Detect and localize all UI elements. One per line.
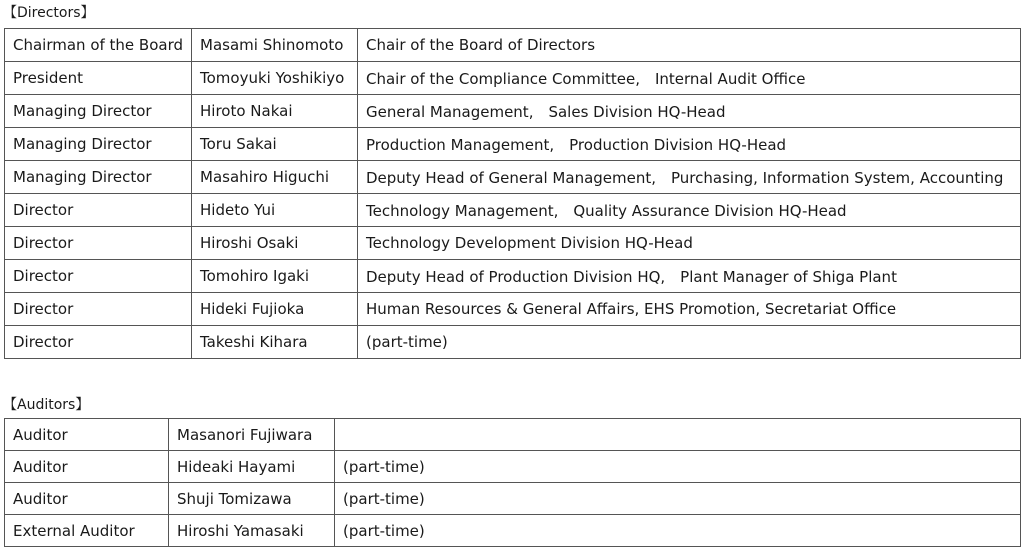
position-cell: Managing Director	[5, 95, 192, 128]
table-row	[5, 515, 1021, 547]
position-cell: Director	[5, 227, 192, 260]
table-row	[5, 293, 1021, 326]
responsibility-cell: (part-time)	[358, 326, 1021, 359]
table-row	[5, 161, 1021, 194]
responsibility-cell: General Management, Sales Division HQ-Head	[358, 95, 1021, 128]
responsibility-cell: Technology Management, Quality Assurance Division HQ-Head	[358, 194, 1021, 227]
name-cell: Takeshi Kihara	[192, 326, 358, 359]
table-row	[5, 326, 1021, 359]
table-row	[5, 419, 1021, 451]
responsibility-cell: (part-time)	[335, 451, 1021, 483]
responsibility-cell: (part-time)	[335, 515, 1021, 547]
name-cell: Toru Sakai	[192, 128, 358, 161]
position-cell: President	[5, 62, 192, 95]
table-row	[5, 29, 1021, 62]
table-row	[5, 483, 1021, 515]
name-cell: Hiroshi Yamasaki	[169, 515, 335, 547]
position-cell: Chairman of the Board	[5, 29, 192, 62]
responsibility-cell	[335, 419, 1021, 451]
name-cell: Tomohiro Igaki	[192, 260, 358, 293]
responsibility-cell: Deputy Head of General Management, Purchasing, Information System, Accounting	[358, 161, 1021, 194]
table-row	[5, 194, 1021, 227]
table-row	[5, 260, 1021, 293]
name-cell: Masanori Fujiwara	[169, 419, 335, 451]
auditors-table	[4, 418, 1021, 547]
directors-table	[4, 28, 1021, 359]
responsibility-cell: Human Resources & General Affairs, EHS Promotion, Secretariat Office	[358, 293, 1021, 326]
position-cell: Managing Director	[5, 128, 192, 161]
responsibility-cell: Production Management, Production Division HQ-Head	[358, 128, 1021, 161]
name-cell: Shuji Tomizawa	[169, 483, 335, 515]
name-cell: Hideaki Hayami	[169, 451, 335, 483]
name-cell: Masahiro Higuchi	[192, 161, 358, 194]
responsibility-cell: (part-time)	[335, 483, 1021, 515]
name-cell: Hiroshi Osaki	[192, 227, 358, 260]
name-cell: Tomoyuki Yoshikiyo	[192, 62, 358, 95]
table-row	[5, 227, 1021, 260]
position-cell: Director	[5, 326, 192, 359]
position-cell: Auditor	[5, 419, 169, 451]
name-cell: Hiroto Nakai	[192, 95, 358, 128]
name-cell: Hideki Fujioka	[192, 293, 358, 326]
responsibility-cell: Technology Development Division HQ-Head	[358, 227, 1021, 260]
position-cell: Managing Director	[5, 161, 192, 194]
position-cell: Director	[5, 260, 192, 293]
auditors-heading: 【Auditors】	[3, 397, 90, 413]
position-cell: Director	[5, 194, 192, 227]
position-cell: Auditor	[5, 483, 169, 515]
directors-heading: 【Directors】	[3, 5, 95, 21]
table-row	[5, 95, 1021, 128]
position-cell: External Auditor	[5, 515, 169, 547]
position-cell: Auditor	[5, 451, 169, 483]
table-row	[5, 128, 1021, 161]
responsibility-cell: Chair of the Board of Directors	[358, 29, 1021, 62]
position-cell: Director	[5, 293, 192, 326]
name-cell: Hideto Yui	[192, 194, 358, 227]
responsibility-cell: Chair of the Compliance Committee, Internal Audit Office	[358, 62, 1021, 95]
name-cell: Masami Shinomoto	[192, 29, 358, 62]
table-row	[5, 62, 1021, 95]
responsibility-cell: Deputy Head of Production Division HQ, Plant Manager of Shiga Plant	[358, 260, 1021, 293]
table-row	[5, 451, 1021, 483]
